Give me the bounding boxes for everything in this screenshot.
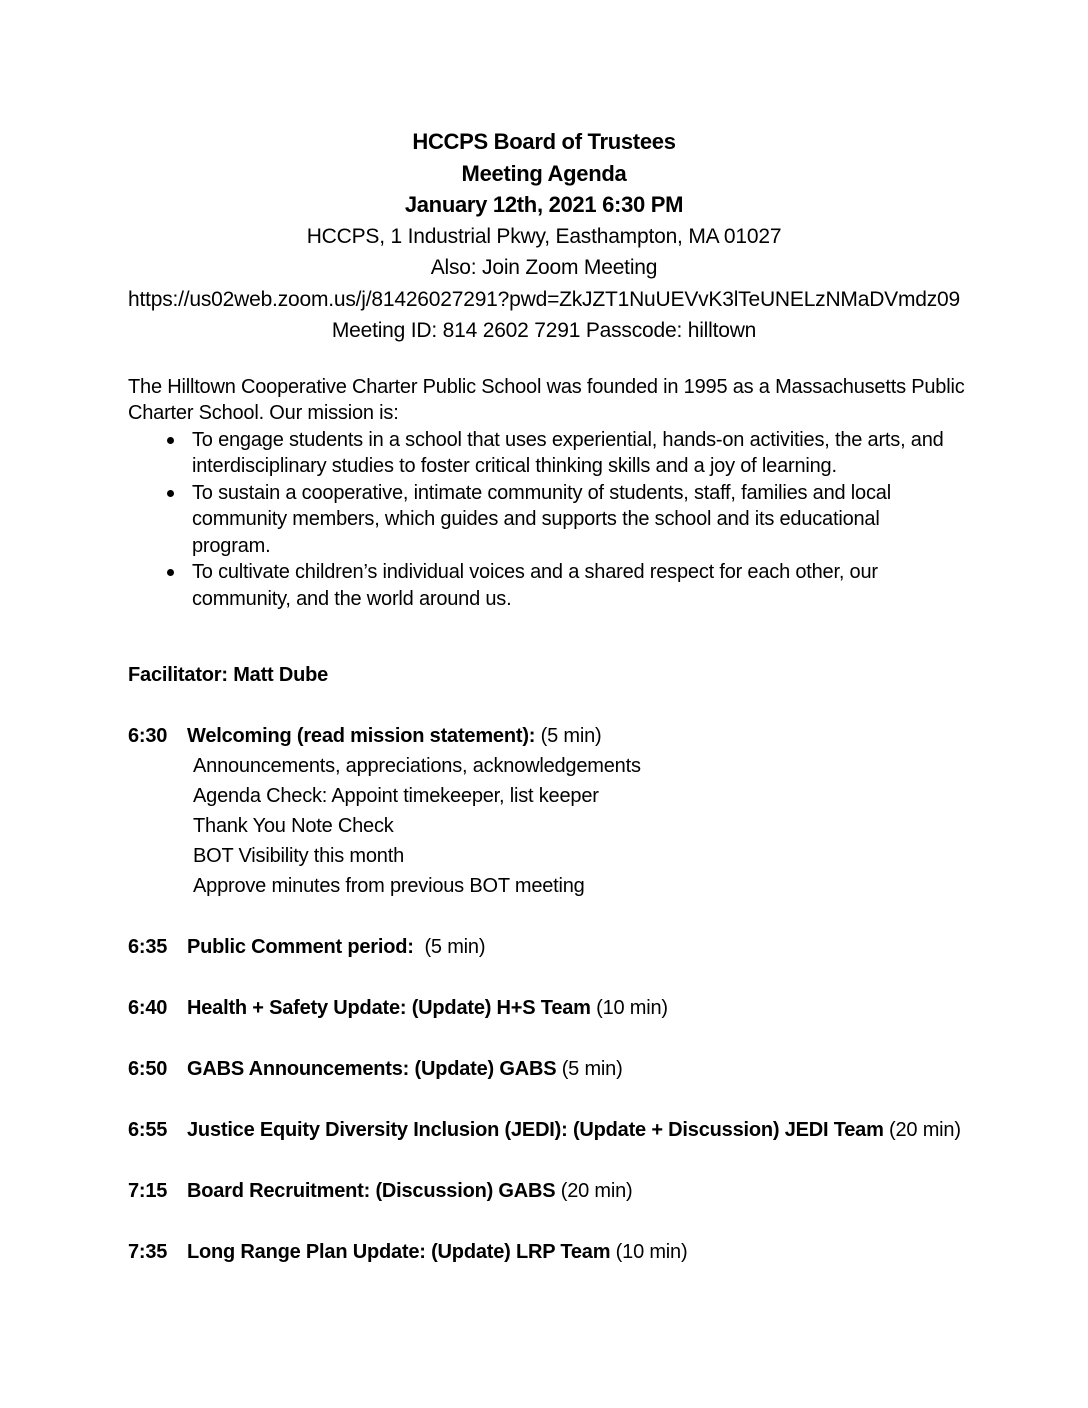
agenda-sub-item: Agenda Check: Appoint timekeeper, list keeper <box>193 785 599 807</box>
zoom-invite-label: Also: Join Zoom Meeting <box>430 256 658 279</box>
agenda-time: 6:30 <box>128 725 168 747</box>
agenda-title: Public Comment period: <box>187 936 414 958</box>
agenda-item-long-range-plan <box>128 1237 1048 1267</box>
meeting-datetime: January 12th, 2021 6:30 PM <box>404 192 684 217</box>
agenda-title: Welcoming (read mission statement): <box>187 725 536 747</box>
agenda-title: Board Recruitment: (Discussion) GABS <box>187 1180 556 1202</box>
meeting-address: HCCPS, 1 Industrial Pkwy, Easthampton, MA 01027 <box>306 224 782 248</box>
mission-intro-line: Charter School. Our mission is: <box>128 402 399 424</box>
bullet-icon <box>167 437 174 444</box>
agenda-time: 7:15 <box>128 1180 168 1202</box>
agenda-row <box>128 1054 1048 1084</box>
agenda-time: 6:55 <box>128 1119 168 1141</box>
mission-intro <box>128 374 1048 427</box>
agenda-title-group <box>187 1115 961 1145</box>
agenda-title-group <box>187 993 668 1023</box>
agenda-sub-item: Approve minutes from previous BOT meeting <box>193 875 585 897</box>
agenda-sub-item: Thank You Note Check <box>193 815 394 837</box>
bullet-line: To sustain a cooperative, intimate community of students, staff, families and local <box>192 481 891 504</box>
bullet-line: To engage students in a school that uses experiential, hands-on activities, the arts, and <box>192 428 944 451</box>
mission-bullet-item <box>128 427 1048 480</box>
agenda-title-group <box>187 1054 623 1084</box>
bullet-icon <box>167 569 174 576</box>
agenda-sub-item: BOT Visibility this month <box>193 845 405 867</box>
agenda-row <box>128 721 1048 751</box>
mission-bullet-list <box>128 427 1048 613</box>
agenda-time: 7:35 <box>128 1241 168 1263</box>
mission-section <box>128 374 1048 613</box>
agenda-item-board-recruitment <box>128 1176 1048 1206</box>
bullet-line: To cultivate children’s individual voices and a shared respect for each other, our <box>192 561 878 583</box>
bullet-icon <box>167 490 174 497</box>
agenda-title: Health + Safety Update: (Update) H+S Team <box>187 997 591 1019</box>
agenda-item-health-safety <box>128 993 1048 1023</box>
org-title: HCCPS Board of Trustees <box>412 129 676 154</box>
document-header <box>0 0 1088 347</box>
agenda-row <box>128 1115 1048 1145</box>
bullet-line: interdisciplinary studies to foster critical thinking skills and a joy of learning. <box>192 455 837 477</box>
agenda-time: 6:35 <box>128 936 168 958</box>
agenda-section <box>128 721 1048 1267</box>
agenda-item-welcoming <box>128 721 1048 901</box>
agenda-duration: (5 min) <box>535 725 602 747</box>
mission-intro-line: The Hilltown Cooperative Charter Public School was founded in 1995 as a Massachusetts Public <box>128 375 965 398</box>
agenda-title-group <box>187 1176 633 1206</box>
agenda-duration: (20 min) <box>883 1119 961 1141</box>
bullet-text <box>192 480 1048 560</box>
bullet-line: community members, which guides and supports the school and its educational <box>192 508 880 530</box>
agenda-duration: (10 min) <box>610 1241 688 1263</box>
doc-type-title: Meeting Agenda <box>461 160 627 186</box>
bullet-line: program. <box>192 534 271 557</box>
agenda-title: GABS Announcements: (Update) GABS <box>187 1058 557 1080</box>
agenda-title-group <box>187 721 601 751</box>
agenda-row <box>128 1176 1048 1206</box>
agenda-row <box>128 993 1048 1023</box>
agenda-sub-item: Announcements, appreciations, acknowledgements <box>193 755 641 777</box>
facilitator-line: Facilitator: Matt Dube <box>128 664 329 686</box>
meeting-id-passcode: Meeting ID: 814 2602 7291 Passcode: hilltown <box>331 319 757 342</box>
zoom-meeting-url: https://us02web.zoom.us/j/81426027291?pwd=ZkJZT1NuUEVvK3lTeUNELzNMaDVmdz09 <box>127 287 961 311</box>
mission-bullet-item <box>128 559 1048 612</box>
agenda-duration: (10 min) <box>590 997 668 1019</box>
agenda-title-group <box>187 932 485 962</box>
agenda-time: 6:40 <box>128 997 168 1019</box>
agenda-row <box>128 932 1048 962</box>
bullet-line: community, and the world around us. <box>192 587 512 610</box>
bullet-text <box>192 427 1048 480</box>
agenda-item-gabs-announcements <box>128 1054 1048 1084</box>
agenda-item-jedi <box>128 1115 1048 1145</box>
agenda-time: 6:50 <box>128 1058 168 1080</box>
bullet-text <box>192 559 1048 612</box>
agenda-title: Long Range Plan Update: (Update) LRP Team <box>187 1241 611 1263</box>
agenda-duration: (5 min) <box>413 936 486 958</box>
agenda-title-group <box>187 1237 687 1267</box>
agenda-duration: (20 min) <box>555 1180 633 1202</box>
agenda-row <box>128 1237 1048 1267</box>
mission-bullet-item <box>128 480 1048 560</box>
agenda-title: Justice Equity Diversity Inclusion (JEDI): (Update + Discussion) JEDI Team <box>187 1119 884 1141</box>
agenda-item-public-comment <box>128 932 1048 962</box>
agenda-sub-items <box>193 751 1048 901</box>
agenda-duration: (5 min) <box>556 1058 623 1080</box>
